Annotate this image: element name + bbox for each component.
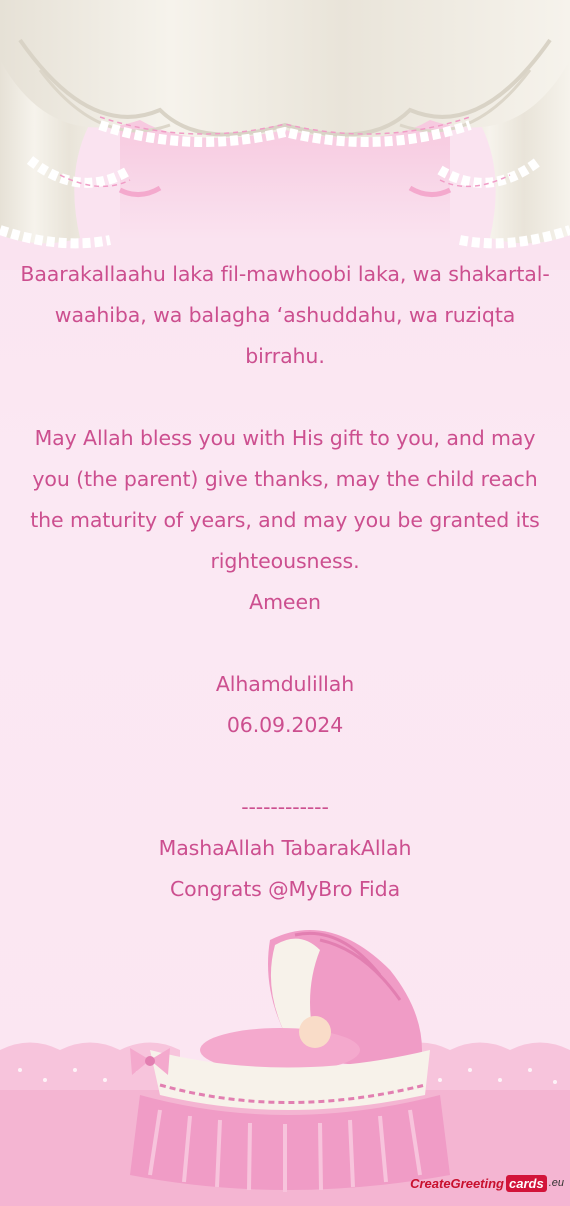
alhamdulillah-text: Alhamdulillah [215,672,355,696]
logo-part-two: cards [506,1175,547,1192]
separator-text: ------------ [241,795,329,819]
greeting-message [20,254,550,910]
transliteration-text: Baarakallaahu laka fil-mawhoobi laka, wa shakartal-waahiba, wa balagha ‘ashuddahu, wa ruziqta birrahu. [20,262,550,368]
curtain-illustration [0,0,570,270]
date-text: 06.09.2024 [226,713,344,737]
congrats-text: Congrats @MyBro Fida [169,877,401,901]
translation-text: May Allah bless you with His gift to you, and may you (the parent) give thanks, may the child reach the maturity of years, and may you be granted its righteousness. [30,426,540,573]
createGreetingCards-logo[interactable] [410,1166,564,1200]
ameen-text: Ameen [249,590,321,614]
mashaallah-text: MashaAllah TabarakAllah [158,836,412,860]
logo-part-one: CreateGreeting [410,1175,504,1191]
logo-part-three: .eu [548,1177,564,1189]
baby-cradle-illustration [0,920,570,1206]
